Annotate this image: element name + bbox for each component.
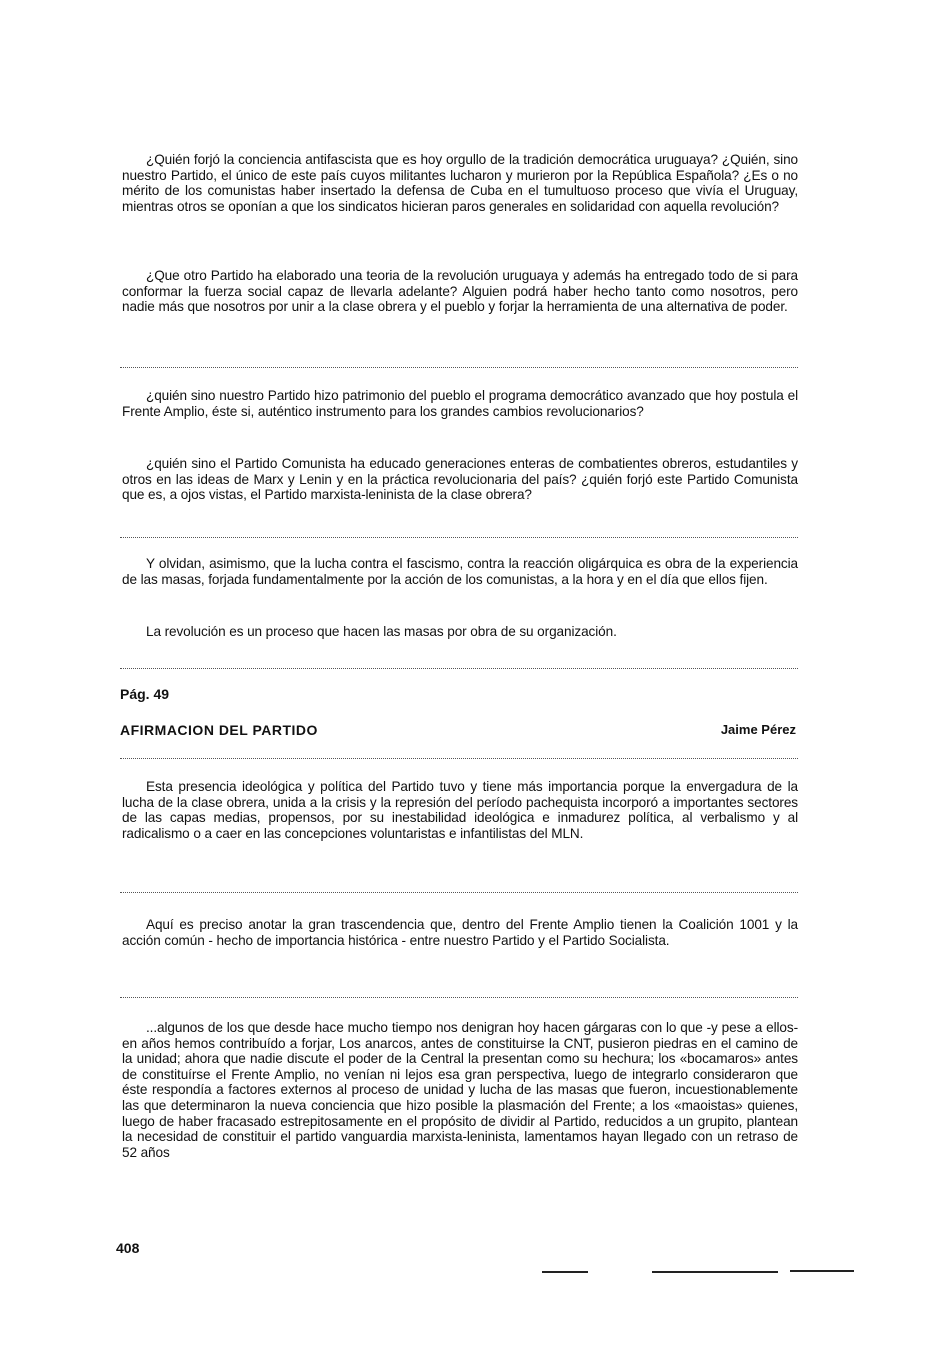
footer-rule [652,1271,778,1273]
section-title: AFIRMACION DEL PARTIDO [120,722,318,738]
paragraph-6: La revolución es un proceso que hacen las masas por obra de su organización. [146,624,617,639]
paragraph-1: ¿Quién forjó la conciencia antifascista que es hoy orgullo de la tradición democrática uruguaya? ¿Quién, sino nuestro Partido, el único de este país cuyos militantes lucharon y murieron por la República Española? ¿Es o no mérito de los comunistas haber insertado la defensa de Cuba en el tumultuoso proceso que vivía el Uruguay, mientras otros se oponían a que los sindicatos hicieran paros generales en solidaridad con aquella revolución? [122,152,798,214]
dotted-separator [120,997,798,998]
paragraph-7: Esta presencia ideológica y política del Partido tuvo y tiene más importancia porque la envergadura de la lucha de la clase obrera, unida a la crisis y la represión del período pachequista incorporó a importantes sectores de las capas medias, propensos, por su inestabilidad ideológica e inmadurez política, al verbalismo y al radicalismo o a caer en las concepciones voluntaristas e infantilistas del MLN. [122,779,798,841]
page-number: 408 [116,1240,140,1256]
paragraph-8: Aquí es preciso anotar la gran trascendencia que, dentro del Frente Amplio tienen la Coalición 1001 y la acción común - hecho de importancia histórica - entre nuestro Partido y el Partido Socialista. [122,917,798,948]
paragraph-2: ¿Que otro Partido ha elaborado una teoria de la revolución uruguaya y además ha entregado todo de si para conformar la fuerza social capaz de llevarla adelante? Alguien podrá haber hecho tanto como nosotros, pero nadie más que nosotros por unir a la clase obrera y el pueblo y forjar la herramienta de una alternativa de poder. [122,268,798,315]
dotted-separator [120,892,798,893]
paragraph-3: ¿quién sino nuestro Partido hizo patrimonio del pueblo el programa democrático avanzado que hoy postula el Frente Amplio, éste si, auténtico instrumento para los grandes cambios revolucionarios? [122,388,798,419]
page-reference: Pág. 49 [120,686,170,702]
footer-rule [790,1270,854,1272]
dotted-separator [120,367,798,368]
dotted-separator [120,537,798,538]
paragraph-5: Y olvidan, asimismo, que la lucha contra el fascismo, contra la reacción oligárquica es obra de la experiencia de las masas, forjada fundamentalmente por la acción de los comunistas, a la hora y en el día que ellos fijen. [122,556,798,587]
dotted-separator [120,758,798,759]
paragraph-4: ¿quién sino el Partido Comunista ha educado generaciones enteras de combatientes obreros, estudantiles y otros en las ideas de Marx y Lenin y en la práctica revolucionaria del país? ¿quién forjó este Partido Comunista que es, a ojos vistas, el Partido marxista-leninista de la clase obrera? [122,456,798,503]
dotted-separator [120,668,798,669]
section-author: Jaime Pérez [720,722,796,737]
paragraph-9: ...algunos de los que desde hace mucho tiempo nos denigran hoy hacen gárgaras con lo que -y pese a ellos- en años hemos contribuído a forjar, Los anarcos, antes de constituirse la CNT, pusieron piedras en el camino de la unidad; ahora que nadie discute el poder de la Central la presentan como su hechura; los «bocamaros» antes de constituírse el Frente Amplio, no venían ni lejos esa gran perspectiva, luego de integrarlo consideraron que éste respondía a factores externos al proceso de unidad y lucha de las masas que fueron, incuestionablemente las que determinaron la nueva conciencia que hizo posible la plasmación del Frente; a los «maoistas» quienes, luego de haber fracasado estrepitosamente en el propósito de dividir al Partido, reducidos a un grupito, plantean la necesidad de constituir el partido vanguardia marxista-leninista, lamentamos hayan llegado con un retraso de 52 años [122,1020,798,1160]
footer-rule [542,1271,588,1273]
